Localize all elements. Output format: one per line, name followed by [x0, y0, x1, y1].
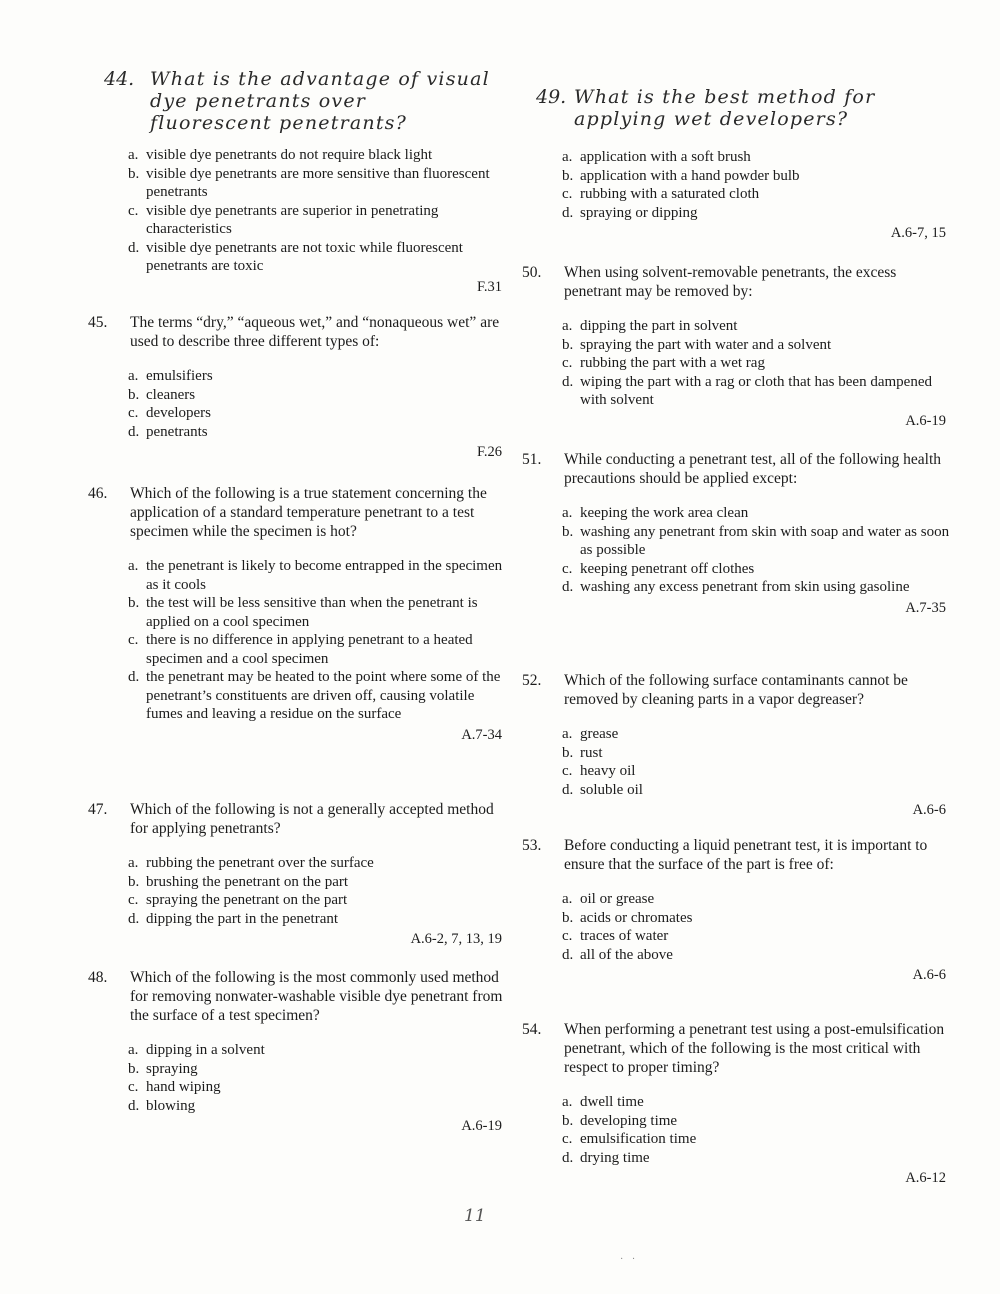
question-number: 53. — [522, 837, 542, 854]
reference-code: A.6-6 — [912, 802, 946, 818]
question-45 — [88, 313, 508, 461]
question-number: 49. — [536, 86, 567, 108]
answer-option: b. developing time — [562, 1112, 678, 1129]
answer-option: b. spraying — [128, 1060, 198, 1077]
answer-option: d. dipping the part in the penetrant — [128, 910, 339, 927]
answer-option: c. rubbing with a saturated cloth — [562, 186, 760, 202]
question-number: 44. — [104, 68, 135, 90]
question-number: 54. — [522, 1021, 542, 1038]
question-stem: When using solvent-removable penetrants, the excess penetrant may be removed by: — [564, 264, 897, 300]
question-number: 45. — [88, 314, 108, 331]
answer-option: b. acids or chromates — [562, 909, 693, 926]
question-44 — [88, 68, 508, 296]
answer-option: b. application with a hand powder bulb — [562, 167, 800, 184]
reference-code: A.6-6 — [912, 967, 946, 983]
answer-option: d. all of the above — [562, 946, 673, 963]
answer-option: d. wiping the part with a rag or cloth that has been dampened with solvent — [562, 373, 932, 408]
answer-option: c. keeping penetrant off clothes — [562, 560, 755, 577]
question-stem: The terms “dry,” “aqueous wet,” and “nonaqueous wet” are used to describe three different types of: — [130, 314, 500, 350]
reference-code: A.7-34 — [461, 726, 502, 743]
question-53 — [522, 836, 952, 984]
question-stem: Which of the following is a true statement concerning the application of a standard temperature penetrant to a test specimen while the specimen is hot? — [130, 485, 487, 540]
question-number: 48. — [88, 969, 108, 986]
question-48 — [88, 968, 508, 1135]
question-number: 46. — [88, 485, 108, 502]
answer-option: a. dipping the part in solvent — [562, 318, 738, 334]
answer-option: a. oil or grease — [562, 891, 655, 907]
question-stem: Which of the following surface contaminants cannot be removed by cleaning parts in a vapor degreaser? — [564, 672, 908, 708]
question-46 — [88, 484, 508, 744]
answer-option: c. hand wiping — [128, 1079, 221, 1095]
answer-option: a. dwell time — [562, 1094, 644, 1110]
reference-code: A.6-12 — [905, 1170, 946, 1186]
reference-code: A.6-2, 7, 13, 19 — [410, 931, 502, 947]
question-stem: Which of the following is not a generally accepted method for applying penetrants? — [130, 801, 494, 837]
question-stem: Which of the following is the most commonly used method for removing nonwater-washable visible dye penetrant from the surface of a test specimen? — [130, 969, 503, 1024]
question-54 — [522, 1020, 952, 1187]
answer-option: c. heavy oil — [562, 763, 636, 779]
reference-code: A.6-19 — [461, 1118, 502, 1134]
answer-option: d. spraying or dipping — [562, 204, 698, 221]
scan-speck: · · — [620, 1254, 639, 1265]
question-49 — [522, 86, 952, 242]
answer-option: b. brushing the penetrant on the part — [128, 873, 349, 890]
question-50 — [522, 263, 952, 430]
answer-option: c. traces of water — [562, 928, 669, 944]
answer-option: c. rubbing the part with a wet rag — [562, 355, 765, 371]
answer-option: b. washing any penetrant from skin with soap and water as soon as possible — [562, 523, 950, 558]
answer-option: c. spraying the penetrant on the part — [128, 892, 348, 908]
answer-option: d. soluble oil — [562, 781, 643, 798]
answer-option: c. emulsification time — [562, 1131, 697, 1147]
question-52 — [522, 671, 952, 819]
answer-option: a. dipping in a solvent — [128, 1042, 265, 1058]
question-number: 50. — [522, 264, 542, 281]
reference-code: A.7-35 — [905, 599, 946, 616]
reference-code: A.6-19 — [905, 412, 946, 429]
answer-option: a. rubbing the penetrant over the surface — [128, 855, 374, 871]
question-stem: What is the advantage of visual dye penetrants over fluorescent penetrants? — [150, 68, 490, 134]
answer-option: d. washing any excess penetrant from skin using gasoline — [562, 579, 910, 595]
answer-option: a. application with a soft brush — [562, 149, 751, 165]
answer-option: b. spraying the part with water and a solvent — [562, 336, 832, 353]
answer-option: d. visible dye penetrants are not toxic while fluorescent penetrants are toxic — [128, 239, 463, 274]
reference-code: A.6-7, 15 — [890, 225, 946, 241]
answer-option: a. keeping the work area clean — [562, 505, 749, 521]
question-stem: Before conducting a liquid penetrant test, it is important to ensure that the surface of the part is free of: — [564, 837, 928, 873]
answer-option: a. grease — [562, 726, 619, 742]
answer-option: b. rust — [562, 744, 603, 761]
answer-option: d. blowing — [128, 1097, 196, 1114]
question-stem: While conducting a penetrant test, all of the following health precautions should be applied except: — [564, 451, 942, 487]
question-number: 51. — [522, 451, 542, 468]
answer-option: b. visible dye penetrants are more sensitive than fluorescent penetrants — [128, 165, 490, 200]
question-stem: When performing a penetrant test using a post-emulsification penetrant, which of the following is the most critical with respect to proper timing? — [564, 1021, 945, 1076]
answer-option: d. drying time — [562, 1149, 650, 1166]
question-51 — [522, 450, 952, 617]
question-number: 52. — [522, 672, 542, 689]
answer-option: d. the penetrant may be heated to the point where some of the penetrant’s constituents are driven off, causing volatile fumes and leaving a residue on the surface — [128, 669, 501, 722]
answer-option: a. visible dye penetrants do not require black light — [128, 147, 433, 163]
answer-option: c. developers — [128, 405, 211, 421]
question-47 — [88, 800, 508, 948]
question-stem: What is the best method for applying wet developers? — [574, 86, 876, 130]
answer-option: a. the penetrant is likely to become entrapped in the specimen as it cools — [128, 558, 503, 593]
reference-code: F.26 — [476, 444, 502, 460]
answer-option: d. penetrants — [128, 423, 208, 440]
answer-option: c. visible dye penetrants are superior in penetrating characteristics — [128, 202, 439, 237]
reference-code: F.31 — [476, 278, 502, 295]
page-number: 11 — [464, 1206, 486, 1226]
answer-option: c. there is no difference in applying penetrant to a heated specimen and a cool specimen — [128, 632, 473, 667]
answer-option: b. the test will be less sensitive than when the penetrant is applied on a cool specimen — [128, 595, 478, 630]
answer-option: a. emulsifiers — [128, 368, 213, 384]
question-number: 47. — [88, 801, 108, 818]
answer-option: b. cleaners — [128, 386, 196, 403]
